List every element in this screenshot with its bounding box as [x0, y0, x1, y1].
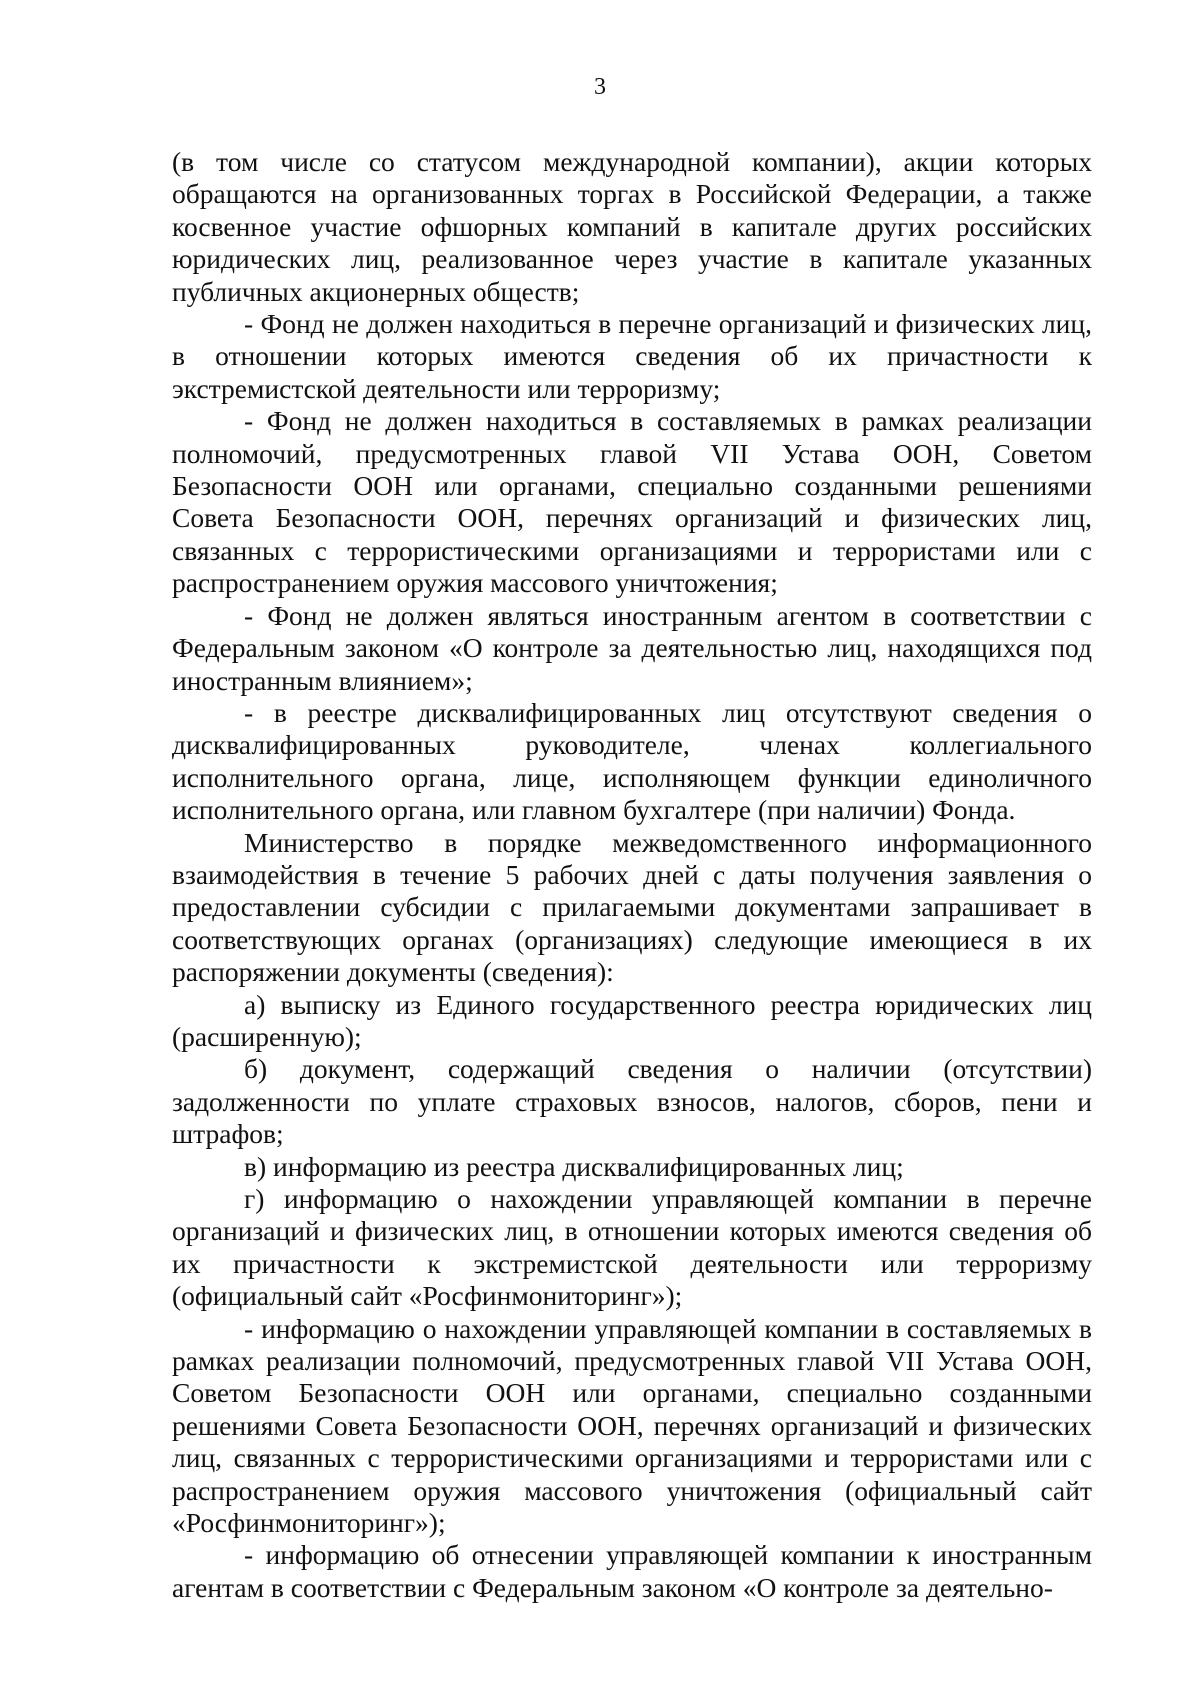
- paragraph-fund-un-lists: - Фонд не должен находиться в составляемых в рамках реализации полномочий, предусмотренных главой VII Устава ООН, Советом Безопасности ООН или органами, специально созданными решениями Совета Безопасности ООН, перечнях организаций и физических лиц, связанных с террористическими организациями и террористами или с распространением оружия массового уничтожения;: [172, 405, 1092, 599]
- list-item-b: б) документ, содержащий сведения о наличии (отсутствии) задолженности по уплате страховых взносов, налогов, сборов, пени и штрафов;: [172, 1053, 1092, 1150]
- paragraph-continuation: (в том числе со статусом международной компании), акции которых обращаются на организованных торгах в Российской Федерации, а также косвенное участие офшорных компаний в капитале других российских юридических лиц, реализованное через участие в капитале указанных публичных акционерных обществ;: [172, 146, 1092, 307]
- page-number: 3: [594, 74, 606, 100]
- document-body: [172, 146, 1092, 1604]
- paragraph-fund-foreign-agent: - Фонд не должен являться иностранным агентом в соответствии с Федеральным законом «О контроле за деятельностью лиц, находящихся под иностранным влиянием»;: [172, 599, 1092, 696]
- list-item-g: г) информацию о нахождении управляющей компании в перечне организаций и физических лиц, в отношении которых имеются сведения об их причастности к экстремистской деятельности или терроризму (официальный сайт «Росфинмониторинг»);: [172, 1183, 1092, 1312]
- paragraph-company-un-lists: - информацию о нахождении управляющей компании в составляемых в рамках реализации полномочий, предусмотренных главой VII Устава ООН, Советом Безопасности ООН или органами, специально созданными решениями Совета Безопасности ООН, перечнях организаций и физических лиц, связанных с террористическими организациями и террористами или с распространением оружия массового уничтожения (официальный сайт «Росфинмониторинг»);: [172, 1312, 1092, 1539]
- paragraph-ministry-request: Министерство в порядке межведомственного информационного взаимодействия в течение 5 рабочих дней с даты получения заявления о предоставлении субсидии с прилагаемыми документами запрашивает в соответствующих органах (организациях) следующие имеющиеся в их распоряжении документы (сведения):: [172, 826, 1092, 988]
- paragraph-disqualified-registry: - в реестре дисквалифицированных лиц отсутствуют сведения о дисквалифицированных руководителе, членах коллегиального исполнительного органа, лице, исполняющем функции единоличного исполнительного органа, или главном бухгалтере (при наличии) Фонда.: [172, 696, 1092, 826]
- list-item-a: а) выписку из Единого государственного реестра юридических лиц (расширенную);: [172, 988, 1092, 1052]
- paragraph-fund-extremism: - Фонд не должен находиться в перечне организаций и физических лиц, в отношении которых имеются сведения об их причастности к экстремистской деятельности или терроризму;: [172, 308, 1092, 404]
- paragraph-company-foreign-agent: - информацию об отнесении управляющей компании к иностранным агентам в соответствии с Федеральным законом «О контроле за деятельно-: [172, 1539, 1092, 1603]
- list-item-v: в) информацию из реестра дисквалифицированных лиц;: [244, 1150, 904, 1182]
